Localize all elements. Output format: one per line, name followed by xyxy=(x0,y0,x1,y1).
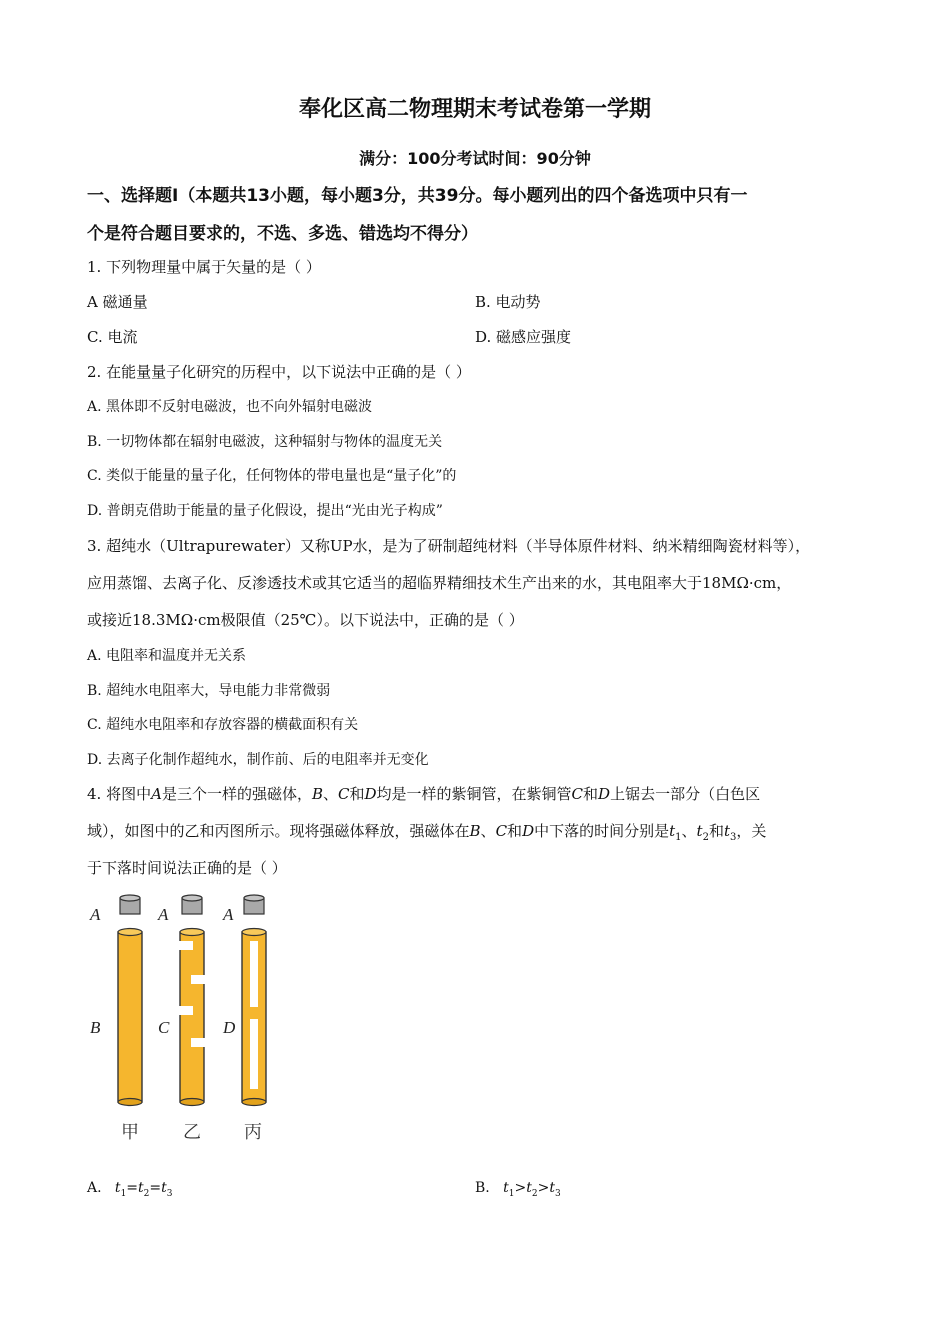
label-A-jia: A xyxy=(90,905,101,924)
q3-option-c[interactable]: C. 超纯水电阻率和存放容器的横截面积有关 xyxy=(87,717,359,733)
q3-option-d[interactable]: D. 去离子化制作超纯水，制作前、后的电阻率并无变化 xyxy=(87,752,429,768)
caption-bing: 丙 xyxy=(244,1122,262,1143)
section-heading-line1: 一、选择题Ⅰ（本题共13小题，每小题3分，共39分。每小题列出的四个备选项中只有一 xyxy=(87,186,748,206)
q3-stem-line1: 3. 超纯水（Ultrapurewater）又称UP水，是为了研制超纯材料（半导体原件材料、纳米精细陶瓷材料等）， xyxy=(87,537,811,555)
q4-option-a[interactable]: A. $t_1=t_2=t_3$ xyxy=(87,1180,173,1199)
q4-stem-line1: 4. 将图中A是三个一样的强磁体，B、C和D均是一样的紫铜管，在紫铜管C和D上锯去一部分（白色区 xyxy=(87,785,761,803)
slot-upper xyxy=(250,941,258,1007)
q2-option-b[interactable]: B. 一切物体都在辐射电磁波，这种辐射与物体的温度无关 xyxy=(87,434,443,450)
q4-stem-line3: 于下落时间说法正确的是（ ） xyxy=(87,859,287,877)
magnet-bing xyxy=(244,895,264,914)
q2-option-c[interactable]: C. 类似于能量的量子化，任何物体的带电量也是“量子化”的 xyxy=(87,468,457,484)
section-heading-line2: 个是符合题目要求的，不选、多选、错选均不得分） xyxy=(87,224,478,244)
q1-option-d[interactable]: D. 磁感应强度 xyxy=(475,328,572,346)
page-title: 奉化区高二物理期末考试卷第一学期 xyxy=(298,97,651,122)
label-A-yi: A xyxy=(158,905,169,924)
notch-2 xyxy=(191,975,205,984)
label-B: B xyxy=(90,1018,101,1037)
magnet-jia xyxy=(120,895,140,914)
q3-stem-line2: 应用蒸馏、去离子化、反渗透技术或其它适当的超临界精细技术生产出来的水，其电阻率大于18MΩ·cm， xyxy=(87,574,792,592)
q1-option-c[interactable]: C. 电流 xyxy=(87,328,138,346)
exam-info: 满分：100分考试时间：90分钟 xyxy=(359,149,591,168)
label-A-bing: A xyxy=(223,905,234,924)
caption-jia: 甲 xyxy=(121,1122,139,1143)
q1-option-b[interactable]: B. 电动势 xyxy=(475,293,541,311)
q3-option-a[interactable]: A. 电阻率和温度并无关系 xyxy=(87,648,247,664)
tube-C xyxy=(179,929,205,1106)
q4-stem-line2: 域），如图中的乙和丙图所示。现将强磁体释放，强磁体在B、C和D中下落的时间分别是$t_1$、$t_2$和$t_3$，关 xyxy=(87,822,767,843)
label-D: D xyxy=(223,1018,236,1037)
q2-option-d[interactable]: D. 普朗克借助于能量的量子化假设，提出“光由光子构成” xyxy=(87,503,443,519)
notch-3 xyxy=(179,1006,193,1015)
q3-option-b[interactable]: B. 超纯水电阻率大，导电能力非常微弱 xyxy=(87,683,331,699)
caption-yi: 乙 xyxy=(183,1122,201,1143)
q1-option-a[interactable]: A 磁通量 xyxy=(87,293,148,311)
q3-stem-line3: 或接近18.3MΩ·cm极限值（25℃）。以下说法中，正确的是（ ） xyxy=(87,611,524,629)
q2-option-a[interactable]: A. 黑体即不反射电磁波，也不向外辐射电磁波 xyxy=(87,399,373,415)
q2-stem: 2. 在能量量子化研究的历程中，以下说法中正确的是（ ） xyxy=(87,363,471,381)
tube-B xyxy=(118,929,142,1106)
magnet-tube-figure xyxy=(80,888,280,1148)
notch-4 xyxy=(191,1038,205,1047)
slot-lower xyxy=(250,1019,258,1089)
q1-stem: 1. 下列物理量中属于矢量的是（ ） xyxy=(87,258,321,276)
notch-1 xyxy=(179,941,193,950)
magnet-yi xyxy=(182,895,202,914)
label-C: C xyxy=(158,1018,170,1037)
q4-option-b[interactable]: B. $t_1>t_2>t_3$ xyxy=(475,1180,561,1199)
tube-D xyxy=(242,929,266,1106)
